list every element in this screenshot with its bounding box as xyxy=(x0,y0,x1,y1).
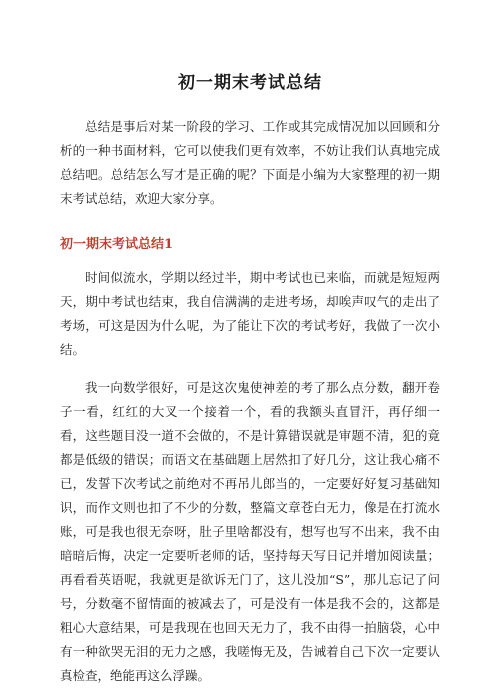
intro-paragraph: 总结是事后对某一阶段的学习、工作或其完成情况加以回顾和分析的一种书面材料，它可以使我们更有效率，不妨让我们认真地完成总结吧。总结怎么写才是正确的呢？下面是小编为大家整理的初一期末考试总结，欢迎大家分享。 xyxy=(60,119,440,206)
document-title: 初一期末考试总结 xyxy=(178,73,322,93)
section-heading: 初一期末考试总结1 xyxy=(60,237,174,252)
body-paragraph-2: 我一向数学很好，可是这次鬼使神差的考了那么点分数，翻开卷子一看，红红的大叉一个接着一个，看的我额头直冒汗，再仔细一看，这些题目没一道不会做的，不是计算错误就是审题不清，犯的竟都是低级的错误；而语文在基础题上居然扣了好几分，这让我心痛不已，发誓下次考试之前绝对不再吊儿郎当的，一定要好好复习基础知识，而作文则也扣了不少的分数，整篇文章苍白无力，像是在打流水账，可是我也很无奈呀，肚子里啥都没有，想写也写不出来，我不由暗暗后悔，决定一定要听老师的话，坚持每天写日记并增加阅读量；再看看英语呢，我就更是欲诉无门了，这儿没加“S”，那儿忘记了问号，分数毫不留情面的被减去了，可是没有一体是我不会的，这都是粗心大意结果，可是我现在也回天无力了，我不由得一拍脑袋，心中有一种欲哭无泪的无力之感，我嗟悔无及，告诫着自己下次一定要认真检查，绝能再这么浮躁。 xyxy=(60,380,440,683)
body-paragraph-1: 时间似流水，学期以经过半，期中考试也已来临，而就是短短两天，期中考试也结束，我自信满满的走进考场，却唉声叹气的走出了考场，可这是因为什么呢，为了能让下次的考试考好，我做了一次小结。 xyxy=(60,270,440,357)
